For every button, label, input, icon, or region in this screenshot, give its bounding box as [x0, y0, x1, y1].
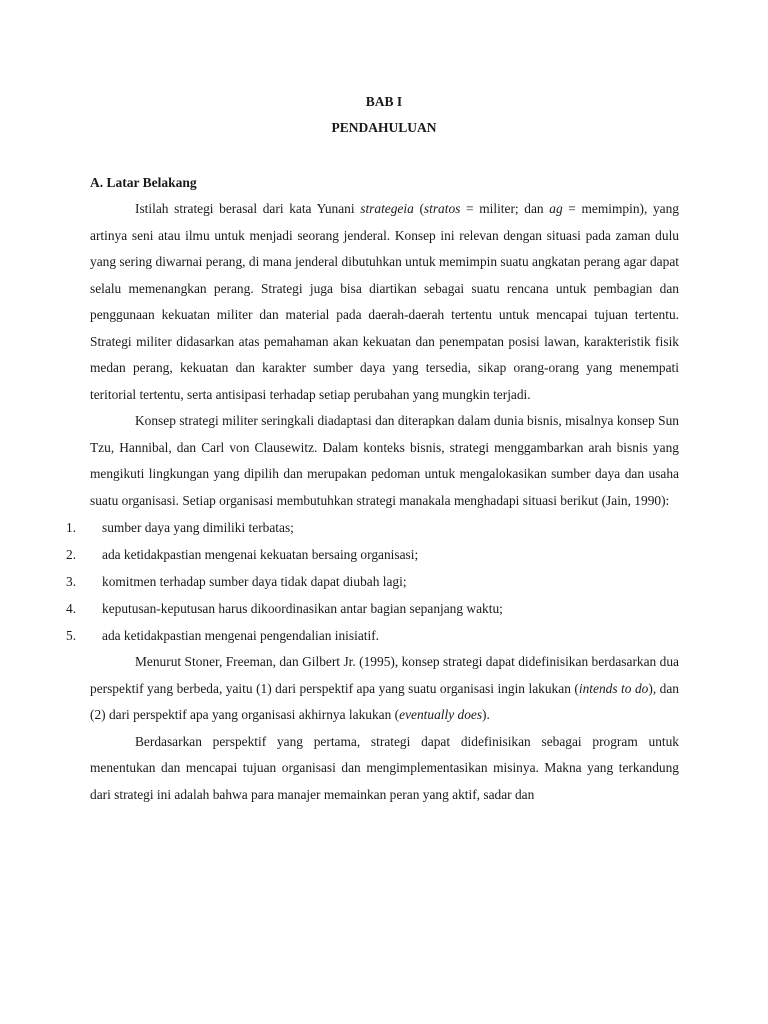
paragraph-3: Menurut Stoner, Freeman, dan Gilbert Jr. (1995), konsep strategi dapat didefinisikan berdasarkan dua perspektif yang berbeda, yaitu (1) dari perspektif apa yang suatu organisasi ingin lakukan (intends to do), dan (2) dari perspektif apa yang organisasi akhirnya lakukan (eventually does). [90, 654, 680, 722]
list-item: 5. ada ketidakpastian mengenai pengendalian inisiatif. [66, 628, 380, 643]
list-item: 4. keputusan-keputusan harus dikoordinasikan antar bagian sepanjang waktu; [66, 601, 503, 616]
document-body [66, 196, 680, 808]
list-item: 3. komitmen terhadap sumber daya tidak dapat diubah lagi; [66, 574, 407, 589]
chapter-number: BAB I [365, 94, 403, 109]
paragraph-2: Konsep strategi militer seringkali diadaptasi dan diterapkan dalam dunia bisnis, misalnya konsep Sun Tzu, Hannibal, dan Carl von Clausewitz. Dalam konteks bisnis, strategi menggambarkan arah bisnis yang mengikuti lingkungan yang dipilih dan merupakan pedoman untuk mengalokasikan sumber daya dan usaha suatu organisasi. Setiap organisasi membutuhkan strategi manakala menghadapi situasi berikut (Jain, 1990): [90, 413, 679, 508]
list-item: 2. ada ketidakpastian mengenai kekuatan bersaing organisasi; [66, 547, 419, 562]
section-heading: A. Latar Belakang [90, 175, 197, 190]
paragraph-1: Istilah strategi berasal dari kata Yunani strategeia (stratos = militer; dan ag = memimpin), yang artinya seni atau ilmu untuk menjadi seorang jenderal. Konsep ini relevan dengan situasi pada zaman dulu yang sering diwarnai perang, di mana jenderal dibutuhkan untuk memimpin suatu angkatan perang agar dapat selalu memenangkan perang. Strategi juga bisa diartikan sebagai suatu rencana untuk pembagian dan penggunaan kekuatan militer dan material pada daerah-daerah tertentu untuk mencapai tujuan tertentu. Strategi militer didasarkan atas pemahaman akan kekuatan dan penempatan posisi lawan, karakteristik fisik medan perang, kekuatan dan karakter sumber daya yang tersedia, sikap orang-orang yang menempati teritorial tertentu, serta antisipasi terhadap setiap perubahan yang mungkin terjadi. [90, 201, 679, 402]
list-item: 1. sumber daya yang dimiliki terbatas; [66, 520, 294, 535]
situation-list [66, 514, 679, 649]
chapter-title: PENDAHULUAN [331, 120, 437, 135]
paragraph-4: Berdasarkan perspektif yang pertama, strategi dapat didefinisikan sebagai program untuk menentukan dan mencapai tujuan organisasi dan mengimplementasikan misinya. Makna yang terkandung dari strategi ini adalah bahwa para manajer memainkan peran yang aktif, sadar dan [90, 733, 679, 802]
